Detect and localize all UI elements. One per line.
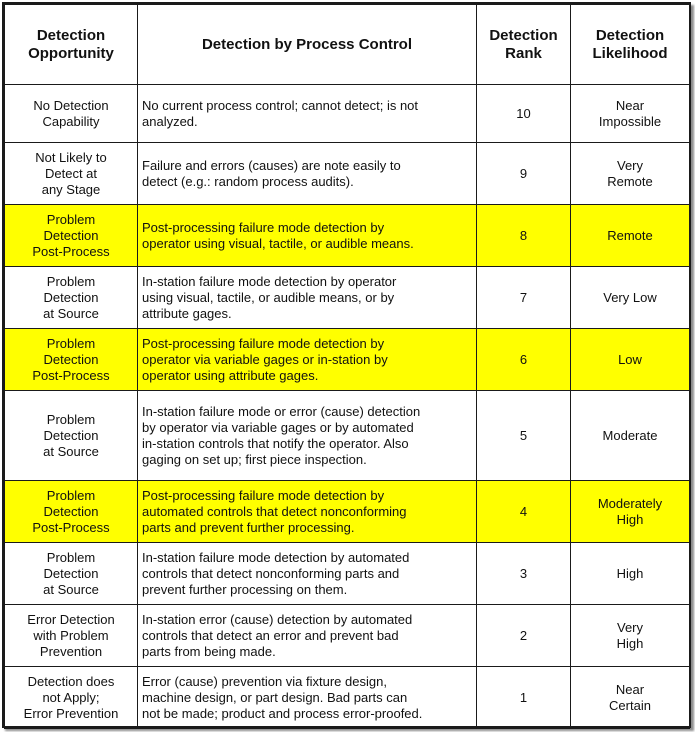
detection-rank-cell: 2 bbox=[477, 605, 571, 667]
process-control-cell: Failure and errors (causes) are note easily to detect (e.g.: random process audits). bbox=[138, 143, 477, 205]
detection-likelihood-cell: Low bbox=[571, 329, 690, 391]
header-detection-likelihood: Detection Likelihood bbox=[571, 5, 690, 85]
table-row bbox=[5, 481, 690, 543]
process-control-cell: In-station error (cause) detection by automated controls that detect an error and prevent bad parts from being made. bbox=[138, 605, 477, 667]
detection-opportunity-cell: Problem Detection at Source bbox=[5, 543, 138, 605]
process-control-cell: No current process control; cannot detect; is not analyzed. bbox=[138, 85, 477, 143]
detection-rank-cell: 6 bbox=[477, 329, 571, 391]
header-detection-rank: Detection Rank bbox=[477, 5, 571, 85]
header-detection-opportunity: Detection Opportunity bbox=[5, 5, 138, 85]
header-detection-by-process-control: Detection by Process Control bbox=[138, 5, 477, 85]
detection-likelihood-cell: Very Low bbox=[571, 267, 690, 329]
detection-opportunity-cell: No Detection Capability bbox=[5, 85, 138, 143]
detection-likelihood-cell: Very High bbox=[571, 605, 690, 667]
table-row bbox=[5, 205, 690, 267]
table-row bbox=[5, 143, 690, 205]
detection-likelihood-cell: High bbox=[571, 543, 690, 605]
process-control-cell: Error (cause) prevention via fixture design, machine design, or part design. Bad parts can not be made; product and process error-proofed. bbox=[138, 667, 477, 729]
detection-opportunity-cell: Error Detection with Problem Prevention bbox=[5, 605, 138, 667]
detection-opportunity-cell: Problem Detection Post-Process bbox=[5, 329, 138, 391]
detection-opportunity-cell: Not Likely to Detect at any Stage bbox=[5, 143, 138, 205]
detection-opportunity-cell: Problem Detection at Source bbox=[5, 391, 138, 481]
process-control-cell: In-station failure mode detection by operator using visual, tactile, or audible means, or by attribute gages. bbox=[138, 267, 477, 329]
detection-opportunity-cell: Problem Detection Post-Process bbox=[5, 481, 138, 543]
detection-rank-cell: 5 bbox=[477, 391, 571, 481]
process-control-cell: Post-processing failure mode detection by automated controls that detect nonconforming parts and prevent further processing. bbox=[138, 481, 477, 543]
table-row bbox=[5, 605, 690, 667]
table-row bbox=[5, 667, 690, 729]
process-control-cell: Post-processing failure mode detection by operator via variable gages or in-station by operator using attribute gages. bbox=[138, 329, 477, 391]
process-control-cell: In-station failure mode detection by automated controls that detect nonconforming parts and prevent further processing on them. bbox=[138, 543, 477, 605]
table-row bbox=[5, 391, 690, 481]
detection-table-frame bbox=[2, 2, 691, 728]
detection-rank-cell: 10 bbox=[477, 85, 571, 143]
detection-likelihood-cell: Moderate bbox=[571, 391, 690, 481]
detection-opportunity-cell: Problem Detection Post-Process bbox=[5, 205, 138, 267]
detection-opportunity-cell: Problem Detection at Source bbox=[5, 267, 138, 329]
detection-rating-table bbox=[4, 4, 690, 729]
detection-rank-cell: 3 bbox=[477, 543, 571, 605]
detection-rank-cell: 1 bbox=[477, 667, 571, 729]
table-row bbox=[5, 543, 690, 605]
detection-rank-cell: 4 bbox=[477, 481, 571, 543]
detection-likelihood-cell: Very Remote bbox=[571, 143, 690, 205]
table-row bbox=[5, 85, 690, 143]
process-control-cell: In-station failure mode or error (cause) detection by operator via variable gages or by automated in-station controls that notify the operator. Also gaging on set up; first piece inspection. bbox=[138, 391, 477, 481]
detection-likelihood-cell: Near Certain bbox=[571, 667, 690, 729]
process-control-cell: Post-processing failure mode detection by operator using visual, tactile, or audible means. bbox=[138, 205, 477, 267]
detection-opportunity-cell: Detection does not Apply; Error Prevention bbox=[5, 667, 138, 729]
detection-rank-cell: 9 bbox=[477, 143, 571, 205]
detection-rank-cell: 8 bbox=[477, 205, 571, 267]
table-row bbox=[5, 329, 690, 391]
detection-likelihood-cell: Remote bbox=[571, 205, 690, 267]
detection-likelihood-cell: Moderately High bbox=[571, 481, 690, 543]
table-body bbox=[5, 85, 690, 729]
table-row bbox=[5, 267, 690, 329]
header-row bbox=[5, 5, 690, 85]
detection-rank-cell: 7 bbox=[477, 267, 571, 329]
detection-likelihood-cell: Near Impossible bbox=[571, 85, 690, 143]
